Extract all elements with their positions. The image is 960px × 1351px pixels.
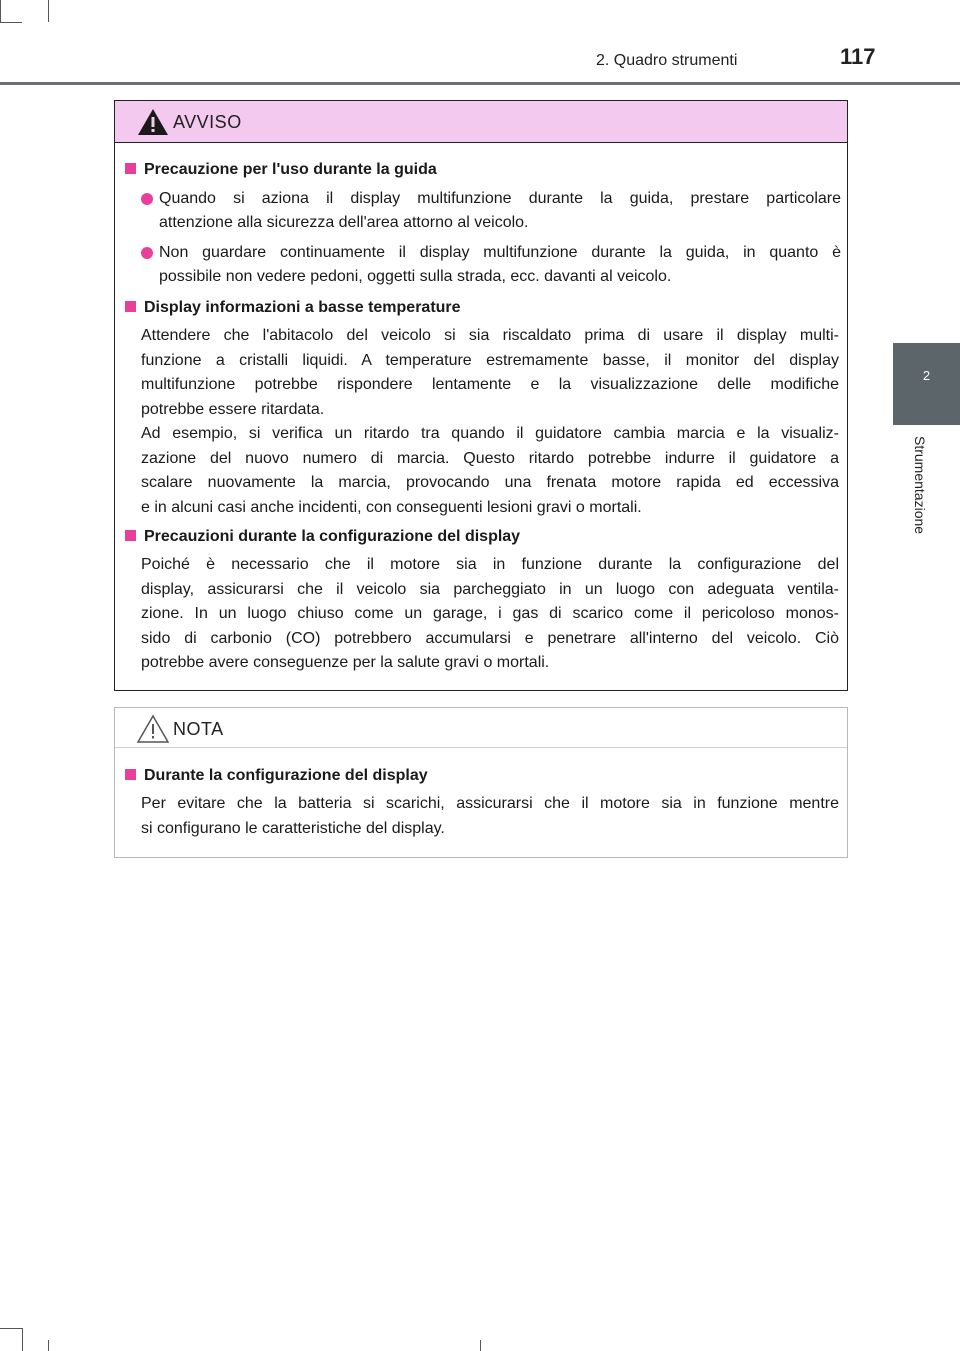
crop-mark xyxy=(480,1340,481,1351)
para-line: scalare nuovamente la marcia, provocando una frenata motore rapida ed eccessiva xyxy=(141,474,839,491)
section-heading xyxy=(125,299,461,317)
warning-box xyxy=(114,100,848,691)
warning-title: AVVISO xyxy=(173,112,242,132)
crop-mark xyxy=(22,1328,23,1351)
section-heading xyxy=(125,161,437,179)
para-line: Poiché è necessario che il motore sia in funzione durante la configurazione del xyxy=(141,556,839,573)
heading-text: Display informazioni a basse temperature xyxy=(144,299,461,316)
crop-mark xyxy=(48,1340,49,1351)
note-box xyxy=(114,707,848,858)
note-header xyxy=(115,708,847,748)
crop-mark xyxy=(0,22,22,23)
para-line: sido di carbonio (CO) potrebbero accumularsi e penetrare all'interno del veicolo. Ciò xyxy=(141,629,839,647)
section-heading xyxy=(125,767,428,785)
heading-text: Precauzione per l'uso durante la guida xyxy=(144,161,437,178)
square-bullet-icon xyxy=(125,769,136,780)
crop-mark xyxy=(48,0,49,22)
crop-mark xyxy=(0,1328,22,1329)
para-line: display, assicurarsi che il veicolo sia parcheggiato in un luogo con adeguata ventila- xyxy=(141,580,839,598)
bullet-line: Quando si aziona il display multifunzione durante la guida, prestare particolare xyxy=(159,190,841,207)
chapter-label: Strumentazione xyxy=(912,436,928,535)
para-line: potrebbe avere conseguenze per la salute gravi o mortali. xyxy=(141,654,550,671)
para-line: Ad esempio, si verifica un ritardo tra quando il guidatore cambia marcia e la visualiz- xyxy=(141,425,839,442)
bullet-line: Non guardare continuamente il display multifunzione durante la guida, in quanto è xyxy=(159,244,841,261)
paragraph xyxy=(141,553,839,676)
bullet-line: possibile non vedere pedoni, oggetti sulla strada, ecc. davanti al veicolo. xyxy=(159,268,672,285)
section-title: 2. Quadro strumenti xyxy=(596,52,738,69)
para-line: e in alcuni casi anche incidenti, con conseguenti lesioni gravi o mortali. xyxy=(141,498,642,516)
crop-mark xyxy=(0,0,1,22)
square-bullet-icon xyxy=(125,301,136,312)
paragraph xyxy=(141,324,839,520)
warning-triangle-filled-icon xyxy=(137,107,169,137)
header-rule xyxy=(0,82,960,85)
para-line: Attendere che l'abitacolo del veicolo si sia riscaldato prima di usare il display multi- xyxy=(141,327,839,344)
para-line: multifunzione potrebbe rispondere lentamente e la visualizzazione delle modifiche xyxy=(141,376,839,393)
section-heading xyxy=(125,528,520,546)
heading-text: Precauzioni durante la configurazione del display xyxy=(144,528,521,545)
warning-triangle-outline-icon xyxy=(137,714,169,744)
warning-header xyxy=(115,101,847,143)
para-line: zazione del nuovo numero di marcia. Questo ritardo potrebbe indurre il guidatore a xyxy=(141,449,839,467)
para-line: funzione a cristalli liquidi. A temperature estremamente basse, il monitor del display xyxy=(141,351,839,369)
para-line: potrebbe essere ritardata. xyxy=(141,400,325,418)
heading-text: Durante la configurazione del display xyxy=(144,767,428,784)
note-title: NOTA xyxy=(173,719,224,739)
chapter-number: 2 xyxy=(922,368,931,383)
round-bullet-icon xyxy=(141,193,153,205)
para-line: zione. In un luogo chiuso come un garage, i gas di scarico come il pericoloso monos- xyxy=(141,605,839,622)
chapter-tab xyxy=(893,343,960,425)
square-bullet-icon xyxy=(125,163,136,174)
round-bullet-icon xyxy=(141,247,153,259)
para-line: Per evitare che la batteria si scarichi, assicurarsi che il motore sia in funzione mentre xyxy=(141,795,839,812)
paragraph xyxy=(141,792,839,841)
page-number: 117 xyxy=(840,44,876,69)
bullet-line: attenzione alla sicurezza dell'area attorno al veicolo. xyxy=(159,214,529,231)
para-line: si configurano le caratteristiche del display. xyxy=(141,819,445,837)
bullet-item xyxy=(141,187,841,235)
square-bullet-icon xyxy=(125,530,136,541)
bullet-item xyxy=(141,241,841,289)
